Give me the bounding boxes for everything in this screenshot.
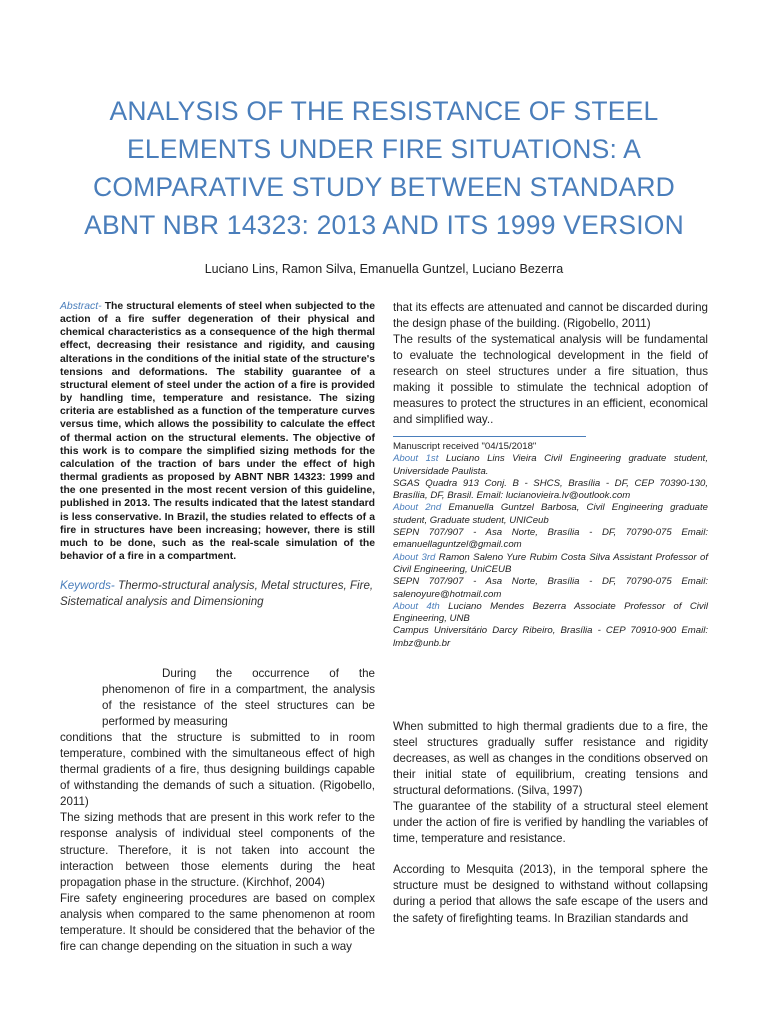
footnote-author-2 — [393, 502, 708, 527]
footnote-label: About 4th — [393, 600, 440, 612]
body-paragraph: According to Mesquita (2013), in the temporal sphere the structure must be designed to withstand without collapsing during a period that allows the safe escape of the users and the safety of firefighting teams. In Brazilian standards and — [393, 863, 708, 925]
body-paragraph: that its effects are attenuated and cannot be discarded during the design phase of the building. (Rigobello, 2011) — [393, 301, 708, 331]
manuscript-received: Manuscript received "04/15/2018" — [393, 441, 537, 452]
keywords — [60, 578, 375, 610]
title-line: ELEMENTS UNDER FIRE SITUATIONS: A — [126, 134, 642, 164]
footnote-text: Ramon Saleno Yure Rubim Costa Silva Assistant Professor of Civil Engineering, UniCEUB — [393, 551, 708, 575]
title-line: ANALYSIS OF THE RESISTANCE OF STEEL — [109, 96, 659, 126]
footnote-text: Luciano Mendes Bezerra Associate Professor of Civil Engineering, UNB — [393, 600, 708, 625]
author-list: Luciano Lins, Ramon Silva, Emanuella Guntzel, Luciano Bezerra — [204, 262, 564, 276]
paragraph-gap — [393, 847, 708, 862]
body-paragraph: Fire safety engineering procedures are based on complex analysis when compared to the same phenomenon at room temperature. It should be considered that the behavior of the fire can change depending on the situation in such a way — [60, 891, 375, 953]
footnote-address: Campus Universitário Darcy Ribeiro, Brasília - CEP 70910-900 Email: lmbz@unb.br — [393, 625, 708, 649]
footnote-divider — [393, 436, 586, 437]
footnote-address: SEPN 707/907 - Asa Norte, Brasília - DF, 70790-075 Email: salenoyure@hotmail.com — [393, 576, 708, 600]
abstract-label: Abstract- — [60, 301, 102, 312]
body-paragraph: During the occurrence of the phenomenon of fire in a compartment, the analysis of the resistance of the steel structures can be performed by measuring — [102, 667, 375, 729]
keywords-text: Thermo-structural analysis, Metal structures, Fire, Sistematical analysis and Dimensioning — [60, 579, 374, 609]
footnote-address: SGAS Quadra 913 Conj. B - SHCS, Brasília - DF, CEP 70390-130, Brasília, DF, Brasil. Email: lucianovieira.lv@outlook.com — [393, 477, 708, 502]
footnote-label: About 3rd — [393, 551, 436, 563]
title-line: ABNT NBR 14323: 2013 AND ITS 1999 VERSION — [84, 210, 684, 240]
footnote-author-3 — [393, 552, 708, 577]
right-column-top — [393, 300, 708, 428]
abstract — [60, 300, 375, 563]
footnote-text: Luciano Lins Vieira Civil Engineering graduate student, Universidade Paulista. — [393, 453, 708, 477]
body-paragraph: The guarantee of the stability of a structural steel element under the action of fire is verified by handling the variables of time, temperature and resistance. — [393, 800, 708, 846]
right-column-body — [393, 719, 708, 927]
keywords-label: Keywords- — [60, 579, 115, 593]
author-footnotes — [393, 441, 708, 650]
body-paragraph: The sizing methods that are present in this work refer to the response analysis of individual steel components of the structure. Therefore, it is not taken into account the interaction between those elements during the heat propagation phase in the structure. (Kirchhof, 2004) — [60, 811, 375, 889]
footnote-author-4 — [393, 601, 708, 626]
paper-title — [40, 92, 728, 244]
left-column-top — [60, 300, 375, 610]
footnote-label: About 2nd — [393, 502, 442, 514]
footnote-author-1 — [393, 453, 708, 478]
footnote-address: SEPN 707/907 - Asa Norte, Brasília - DF, 70790-075 Email: emanuellaguntzel@gmail.com — [393, 527, 708, 551]
abstract-text: The structural elements of steel when subjected to the action of a fire suffer degeneration of their physical and chemical characteristics as a consequence of the high thermal effect, decreasing their resistance and rigidity, and causing alterations in the conditions of the initial state of the structure's tensions and deformations. The stability guarantee of a structural element of steel under the action of a fire is provided by handling time, temperature and resistance. The sizing criteria are established as a function of the temperature curves versus time, which allows the possibility to calculate the effect of thermal action on the structural elements. The objective of this work is to compare the simplified sizing methods for the calculation of the traction of bars under the effect of high thermal gradients as proposed by ABNT NBR 14323: 1999 and the one presented in the most recent version of this guideline, published in 2013. The results indicated that the latest standard is less conservative. In Brazil, the studies related to effects of a fire in structures have been increasing; however, there is still much to be done, such as the real-scale simulation of the behavior of a fire in a compartment. — [60, 301, 375, 562]
footnote-text: Emanuella Guntzel Barbosa, Civil Engineering graduate student, Graduate student, UNICeub — [393, 502, 709, 526]
left-column-body — [60, 666, 375, 955]
footnote-label: About 1st — [393, 453, 439, 465]
body-paragraph: The results of the systematical analysis will be fundamental to evaluate the technological development in the field of research on steel structures under a fire situation, thus making it possible to stimulate the technical adoption of measures to protect the structures in an efficient, economical and simplified way.. — [393, 333, 708, 427]
body-paragraph: conditions that the structure is submitted to in room temperature, combined with the simultaneous effect of high thermal gradients of a fire, thus designing buildings capable of withstanding the demands of such a situation. (Rigobello, 2011) — [60, 731, 375, 809]
body-paragraph: When submitted to high thermal gradients due to a fire, the steel structures gradually suffer resistance and rigidity decreases, as well as changes in the conditions observed on their initial state of equilibrium, creating tensions and structural deformations. (Silva, 1997) — [393, 720, 708, 798]
title-line: COMPARATIVE STUDY BETWEEN STANDARD — [92, 172, 675, 202]
